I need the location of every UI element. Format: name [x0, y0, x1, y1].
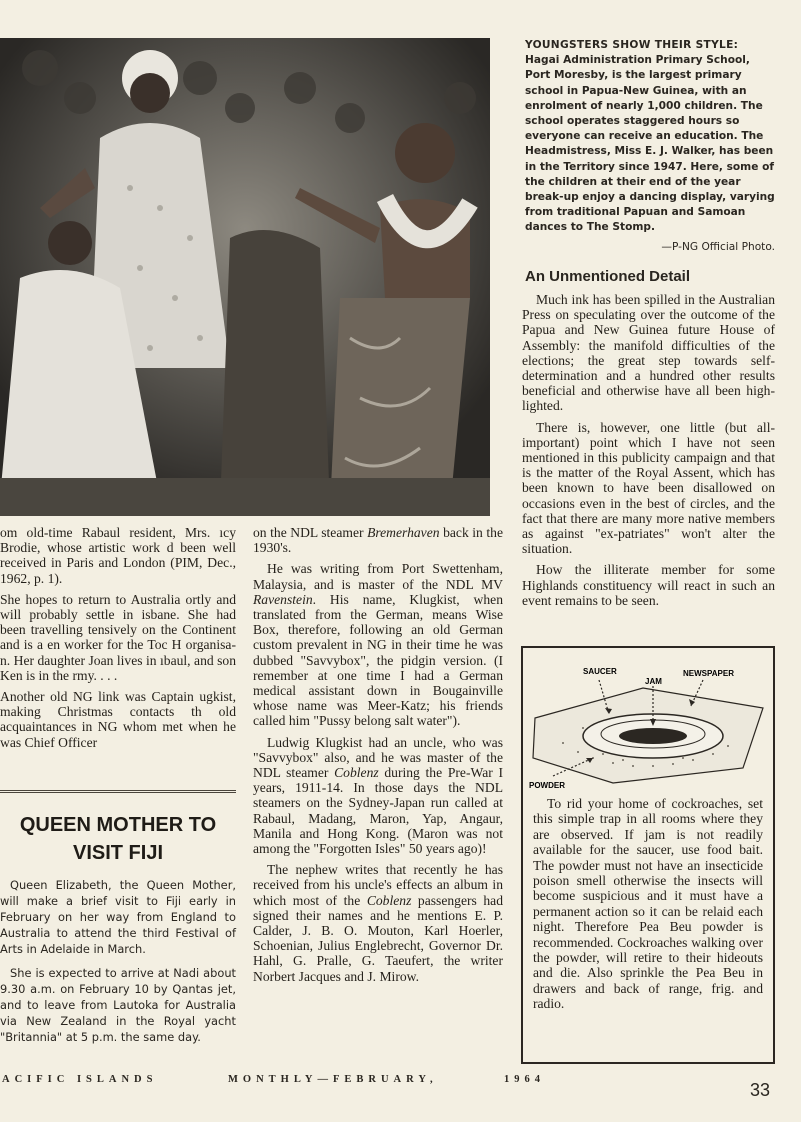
column-paragraph: She hopes to return to Australia ortly and will probably settle in isbane. She had been travelling tensively on the Continent and is a en worker for the Toc H organisa-n. Her daughter Joan lives in ıbaul, and son Ken is in the rmy. . . . [0, 591, 236, 683]
column-paragraph: Another old NG link was Captain ugkist, making Christmas contacts th old acquaintances in NG whom met when he was Chief Officer [0, 689, 236, 750]
headline-line-2: VISIT FIJI [72, 842, 164, 864]
article-body [522, 292, 775, 614]
label-powder: POWDER [529, 781, 565, 790]
publication-name: ACIFIC ISLANDS [2, 1074, 158, 1085]
cockroach-trap-ad [521, 646, 775, 1064]
ship-name: Coblenz [334, 765, 379, 781]
label-jam: JAM [645, 677, 662, 686]
column-paragraph: Ludwig Klugkist had an uncle, who was "Savvybox" also, and he was master of the NDL steamer Coblenz during the Pre-War I years, 1911-14. In those days the NDL steamers on the Sydney-Japan run called at Rabaul, Madang, Maron, Yap, Angaur, Manila and Hong Kong. (Maron was not among the "Forgotten Isles" 50 years ago)! [253, 734, 504, 857]
story-paragraph: Queen Elizabeth, the Queen Mother, will make a brief visit to Fiji early in February on her way from England to Australia to attend the third Festival of Arts in Adelaide in March. [0, 878, 236, 956]
queen-mother-story [0, 790, 236, 1053]
column-paragraph: The nephew writes that recently he has received from his uncle's effects an album in which most of the Coblenz passengers had signed their names and he mentions E. P. Calder, J. B. O. Mouton, Karl Hoerler, Schoenian, Julius Englebrecht, Governor Dr. Hahl, G. Pralle, G. Taeufert, the writer Norbert Jacques and J. Mirow. [253, 862, 503, 984]
photo-caption [525, 38, 775, 255]
article-paragraph: Much ink has been spilled in the Australian Press on speculating over the outcome of the Papua and New Guinea future House of Assembly: the manifold difficulties of the elections; the great step towards self-determination and a hundred other results beneficial and otherwise have all been high-lighted. [522, 292, 775, 414]
trap-instructions [533, 796, 763, 1012]
issue-year: 1964 [504, 1074, 545, 1085]
dancing-children-photo [0, 38, 490, 516]
column-paragraph: on the NDL steamer Bremerhaven back in the 1930's. [253, 525, 503, 556]
trap-diagram [523, 648, 773, 793]
photo-illustration [0, 38, 490, 516]
article-heading: An Unmentioned Detail [525, 268, 691, 285]
photo-credit: —P-NG Official Photo. [661, 240, 775, 253]
column-paragraph: om old-time Rabaul resident, Mrs. ıcy Brodie, whose artistic work d been well received in Paris and London (PIM, Dec., 1962, p. 1). [0, 525, 236, 586]
issue-date: MONTHLY—FEBRUARY, [228, 1074, 438, 1085]
trap-paragraph: To rid your home of cockroaches, set this simple trap in all rooms where they are observed. If jam is not readily available for the saucer, use food bait. The powder must not have an insecticide poison smell otherwise the insects will become suspicious and it must have a permanent action so it can be relaid each night. Therefore Pea Beu powder is recommended. Cockroaches walking over the powder, will retire to their hideouts and die. Also sprinkle the Pea Beu in drawers and back of range, frig. and radio. [533, 796, 763, 1012]
queen-mother-body [0, 877, 236, 1045]
column-left-text [0, 525, 236, 756]
queen-mother-headline [0, 811, 236, 867]
label-newspaper: NEWSPAPER [683, 669, 734, 678]
column-middle-text [253, 525, 503, 990]
ship-name: Bremerhaven [367, 525, 440, 540]
column-paragraph: He was writing from Port Swettenham, Malaysia, and is master of the NDL MV Ravenstein. His name, Klugkist, when translated from the German, means Wise Box, therefore, following an old German custom prevalent in NG in their time he was dubbed "Savvybox", the pidgin version. (I remember at one time I had a German medical assistant down in Bougainville whose name was Meer-Katz; his friends called him "Pussy belong salt water"). [253, 561, 503, 729]
caption-body: Hagai Administration Primary School, Port Moresby, is the largest primary school in Papua-New Guinea, with an enrolment of nearly 1,000 children. The school operates staggered hours so everyone can receive an education. The Headmistress, Miss E. J. Walker, has been in the Territory since 1947. Here, some of the children at their end of the year break-up enjoy a dancing display, varying from traditional Papuan and Samoan dances to The Stomp. [525, 54, 775, 234]
label-saucer: SAUCER [583, 667, 617, 676]
ship-name: Coblenz [366, 892, 412, 908]
article-paragraph: How the illiterate member for some Highlands constituency will react in such an event remains to be seen. [522, 562, 775, 608]
headline-line-1: QUEEN MOTHER TO [19, 814, 217, 836]
story-paragraph: She is expected to arrive at Nadi about 9.30 a.m. on February 10 by Qantas jet, and to leave from Lautoka for Australia via New Zealand in the Royal yacht "Britannia" at 5 p.m. the same day. [0, 966, 236, 1044]
page-number: 33 [750, 1080, 771, 1100]
article-paragraph: There is, however, one little (but all-important) point which I have not seen mentioned in this publicity campaign and that is the matter of the Royal Assent, which has been known to have been disallowed on occasions even in the best of circles, and the fact that there are many more native members as against "ex-patriates" won't alter the situation. [522, 419, 775, 557]
caption-headline: YOUNGSTERS SHOW THEIR STYLE: [525, 39, 739, 51]
ship-name: Ravenstein [253, 591, 313, 607]
